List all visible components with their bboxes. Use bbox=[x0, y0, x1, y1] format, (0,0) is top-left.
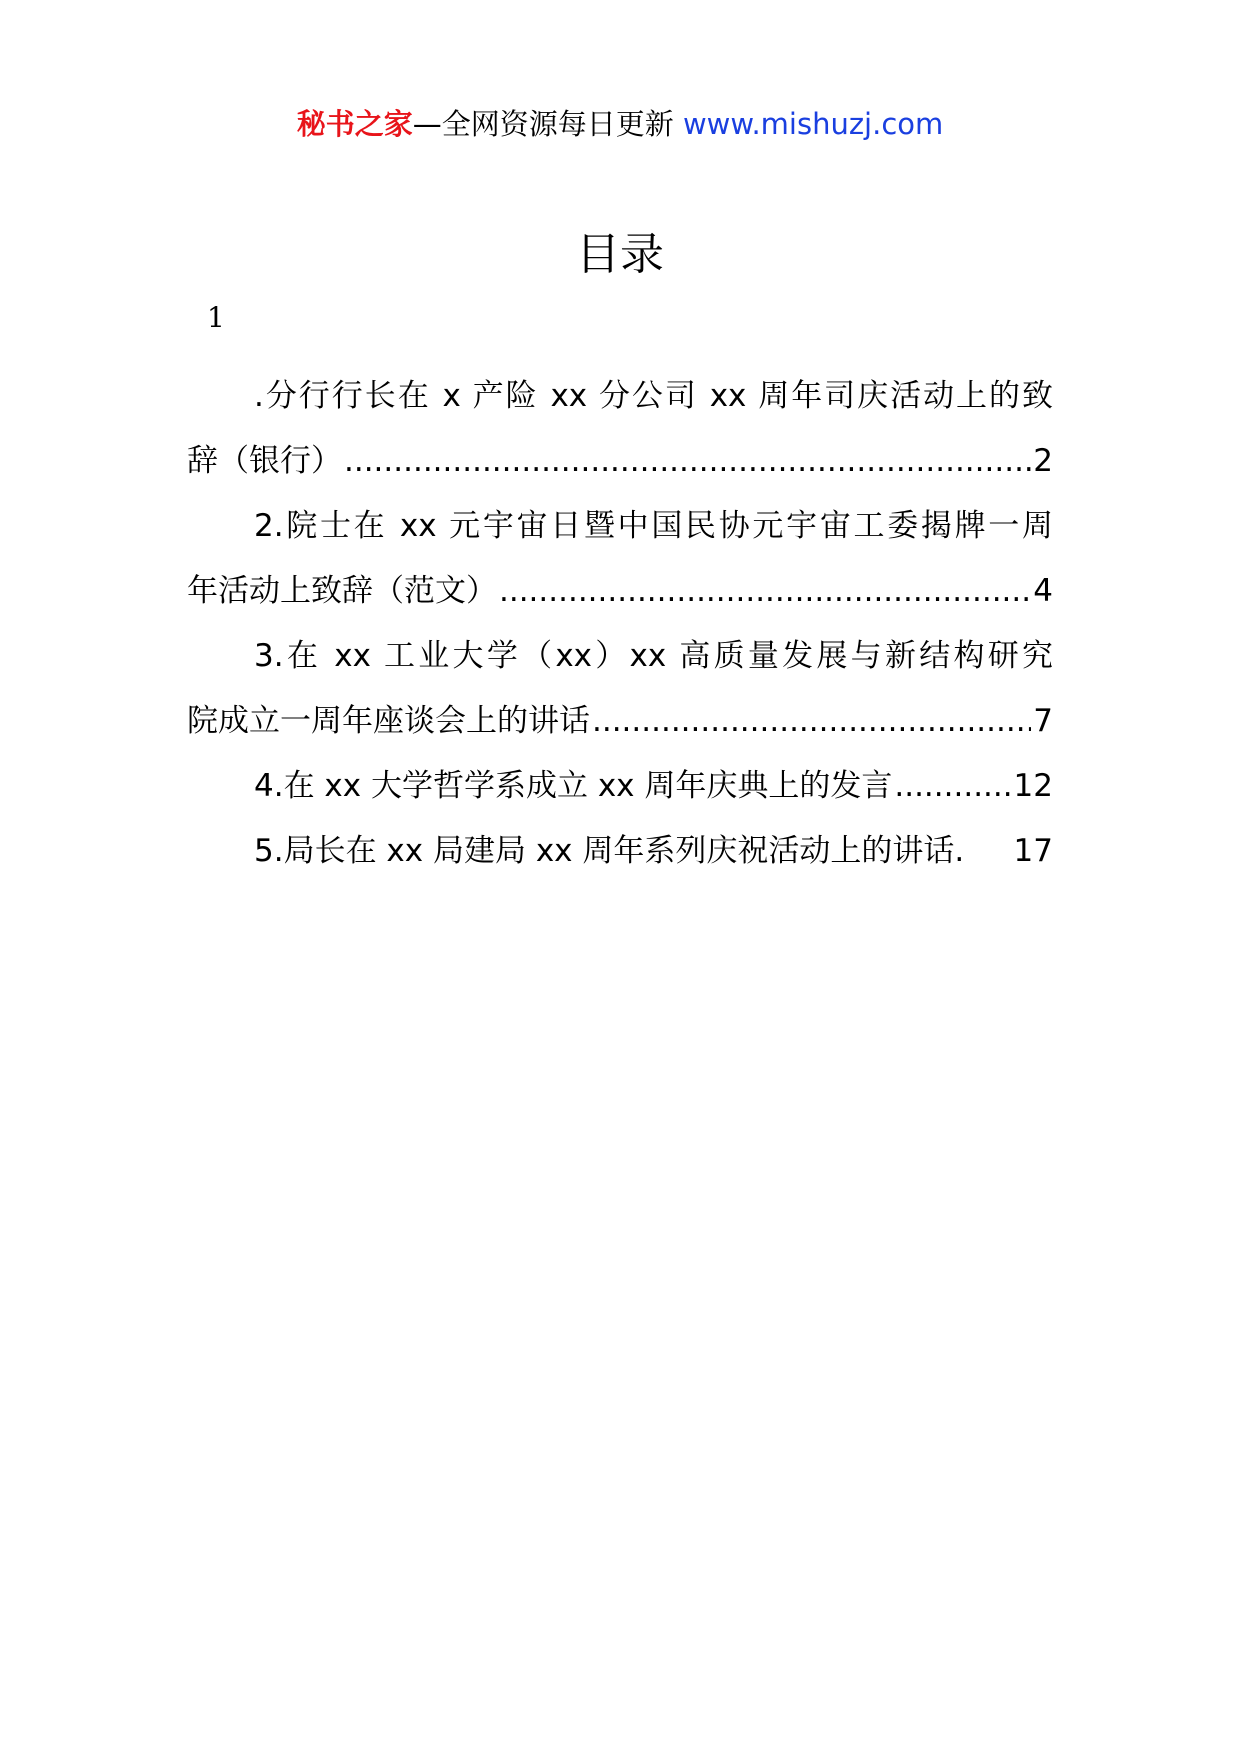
toc-entry-title: 3.在 xx 工业大学（xx）xx 高质量发展与新结构研究 bbox=[254, 638, 1053, 674]
toc-page-number: 7 bbox=[1033, 703, 1053, 739]
toc-leader-dots bbox=[894, 754, 1011, 819]
toc-entry-title-cont: 辞（银行） bbox=[187, 443, 342, 479]
toc-page-number: 12 bbox=[1013, 768, 1053, 804]
brand-name: 秘书之家 bbox=[296, 107, 413, 141]
toc-leader-dots bbox=[592, 689, 1031, 754]
site-url-link[interactable]: www.mishuzj.com bbox=[682, 107, 944, 141]
site-header bbox=[0, 104, 1240, 144]
toc-entry-2-line-1[interactable] bbox=[187, 494, 1053, 559]
toc-leader-dots bbox=[499, 559, 1031, 624]
toc-entry-title: .分行行长在 x 产险 xx 分公司 xx 周年司庆活动上的致 bbox=[254, 378, 1053, 414]
toc-page-number: 17 bbox=[1013, 833, 1053, 869]
toc-entry-title: 2.院士在 xx 元宇宙日暨中国民协元宇宙工委揭牌一周 bbox=[254, 508, 1053, 544]
page-title: 目录 bbox=[576, 229, 664, 280]
header-tagline: —全网资源每日更新 bbox=[412, 107, 683, 141]
toc-entry-3-line-1[interactable] bbox=[187, 624, 1053, 689]
toc-page-number: 2 bbox=[1033, 443, 1053, 479]
toc-entry-5[interactable] bbox=[187, 819, 1053, 884]
toc-entry-title: 4.在 xx 大学哲学系成立 xx 周年庆典上的发言 bbox=[254, 768, 893, 804]
page-number-marker: 1 bbox=[207, 301, 225, 334]
toc-entry-title-cont: 院成立一周年座谈会上的讲话 bbox=[187, 703, 590, 739]
toc-page-number: 4 bbox=[1033, 573, 1053, 609]
toc-entry-4[interactable] bbox=[187, 754, 1053, 819]
toc-entry-2-line-2[interactable] bbox=[187, 559, 1053, 624]
toc-leader-dots bbox=[344, 429, 1031, 494]
toc-entry-1-line-2[interactable] bbox=[187, 429, 1053, 494]
toc-entry-3-line-2[interactable] bbox=[187, 689, 1053, 754]
table-of-contents bbox=[187, 364, 1053, 884]
toc-entry-title: 5.局长在 xx 局建局 xx 周年系列庆祝活动上的讲话. bbox=[254, 833, 965, 869]
toc-entry-title-cont: 年活动上致辞（范文） bbox=[187, 573, 497, 609]
toc-entry-1-line-1[interactable] bbox=[187, 364, 1053, 429]
